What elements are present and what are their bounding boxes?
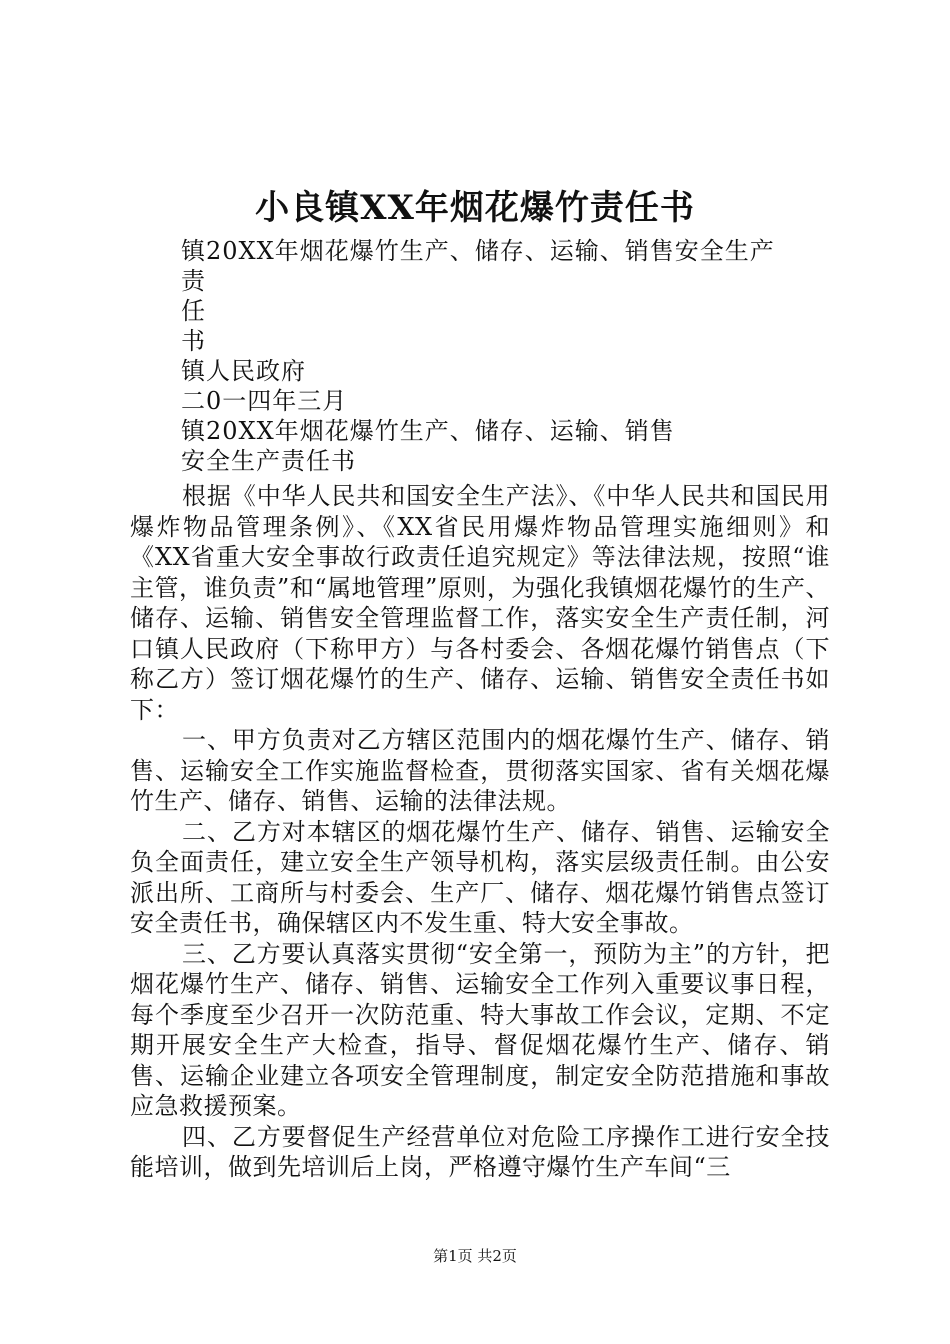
body-paragraph: 三、乙方要认真落实贯彻“安全第一，预防为主”的方针，把烟花爆竹生产、储存、销售、运输安全工作列入重要议事日程，每个季度至少召开一次防范重、特大事故工作会议，定期、不定期开展安全生产大检查，指导、督促烟花爆竹生产、储存、销售、运输企业建立各项安全管理制度，制定安全防范措施和事故应急救援预案。 [130,939,830,1120]
document-body [130,481,830,1183]
intro-line: 镇20XX年烟花爆竹生产、储存、运输、销售安全生产 [181,237,775,265]
document-title: 小良镇XX年烟花爆竹责任书 [255,188,695,228]
page-footer: 第1页 共2页 [433,1247,517,1265]
body-paragraph: 根据《中华人民共和国安全生产法》、《中华人民共和国民用爆炸物品管理条例》、《XX省民用爆炸物品管理实施细则》和《XX省重大安全事故行政责任追究规定》等法律法规，按照“谁主管，谁负责”和“属地管理”原则，为强化我镇烟花爆竹的生产、储存、运输、销售安全管理监督工作，落实安全生产责任制，河口镇人民政府（下称甲方）与各村委会、各烟花爆竹销售点（下称乙方）签订烟花爆竹的生产、储存、运输、销售安全责任书如下： [130,482,830,724]
intro-line: 任 [181,297,206,325]
intro-line: 安全生产责任书 [181,447,356,475]
document-intro [181,236,821,476]
body-paragraph: 四、乙方要督促生产经营单位对危险工序操作工进行安全技能培训，做到先培训后上岗，严格遵守爆竹生产车间“三 [130,1122,830,1181]
intro-line: 责 [181,267,206,295]
date-line: 二0一四年三月 [181,387,348,415]
intro-line: 镇20XX年烟花爆竹生产、储存、运输、销售 [181,417,675,445]
body-paragraph: 二、乙方对本辖区的烟花爆竹生产、储存、销售、运输安全负全面责任，建立安全生产领导机构，落实层级责任制。由公安派出所、工商所与村委会、生产厂、储存、烟花爆竹销售点签订安全责任书，确保辖区内不发生重、特大安全事故。 [130,817,830,937]
issuer-line: 镇人民政府 [181,357,306,385]
intro-line: 书 [181,327,206,355]
body-paragraph: 一、甲方负责对乙方辖区范围内的烟花爆竹生产、储存、销售、运输安全工作实施监督检查，贯彻落实国家、省有关烟花爆竹生产、储存、销售、运输的法律法规。 [130,726,830,815]
